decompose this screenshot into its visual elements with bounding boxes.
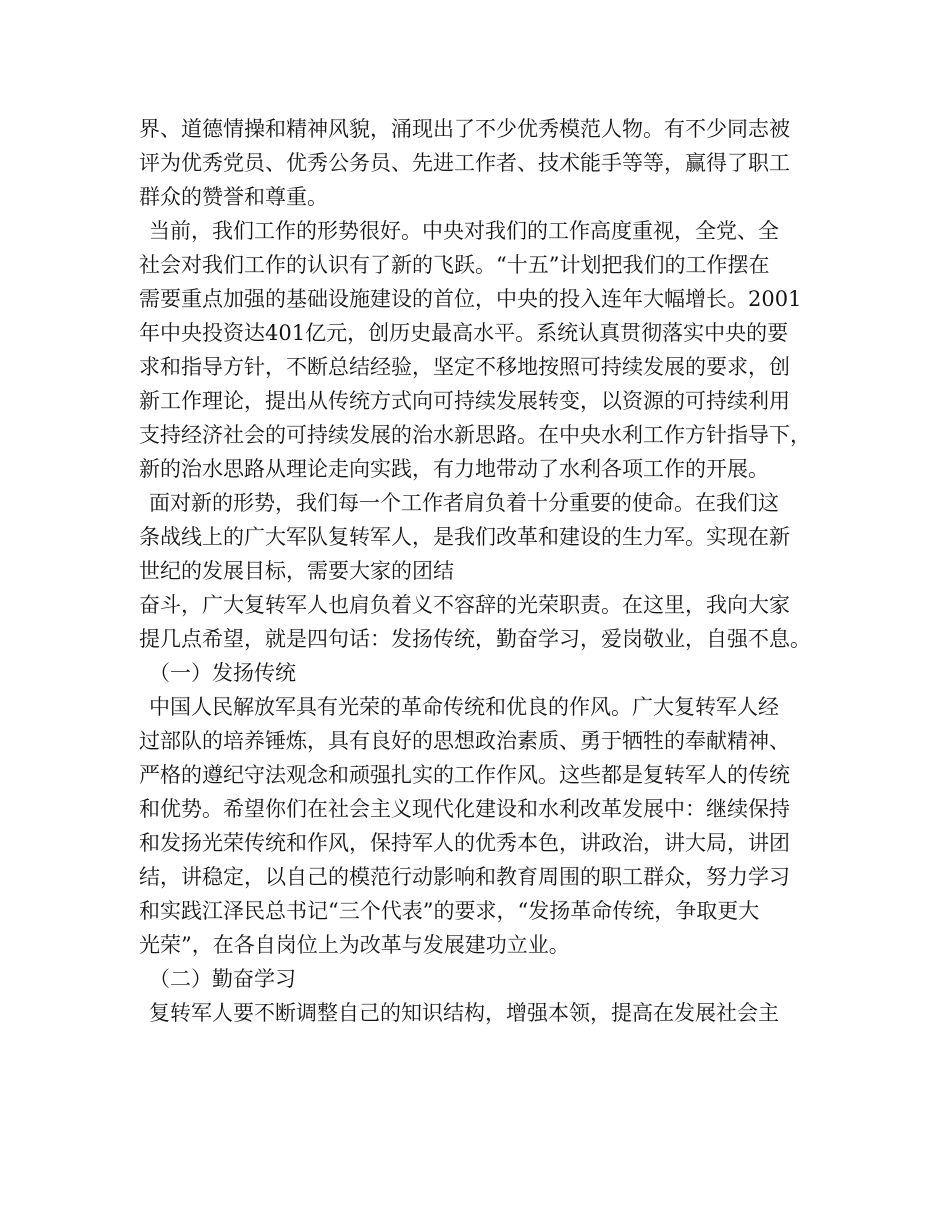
text-line: 新的治水思路从理论走向实践，有力地带动了水利各项工作的开展。: [139, 457, 769, 481]
text-line: 和发扬光荣传统和作风，保持军人的优秀本色，讲政治，讲大局，讲团: [139, 831, 790, 855]
text-line: 界、道德情操和精神风貌，涌现出了不少优秀模范人物。有不少同志被: [139, 117, 790, 141]
text-line: 年中央投资达401亿元，创历史最高水平。系统认真贯彻落实中央的要: [139, 321, 789, 345]
text-line: 求和指导方针，不断总结经验，坚定不移地按照可持续发展的要求，创: [139, 355, 790, 379]
paragraph-start-line: 复转军人要不断调整自己的知识结构，增强本领，提高在发展社会主: [149, 1001, 779, 1025]
text-line: 结，讲稳定，以自己的模范行动影响和教育周围的职工群众，努力学习: [139, 865, 790, 889]
text-line: 支持经济社会的可持续发展的治水新思路。在中央水利工作方针指导下，: [139, 423, 811, 447]
text-line: 和优势。希望你们在社会主义现代化建设和水利改革发展中：继续保持: [139, 797, 790, 821]
text-line: 社会对我们工作的认识有了新的飞跃。“十五”计划把我们的工作摆在: [139, 253, 770, 277]
section-heading-2: （二）勤奋学习: [149, 967, 296, 991]
paragraph-start-line: 面对新的形势，我们每一个工作者肩负着十分重要的使命。在我们这: [149, 491, 779, 515]
document-body: [139, 112, 839, 1030]
text-line: 新工作理论，提出从传统方式向可持续发展转变，以资源的可持续利用: [139, 389, 790, 413]
text-line: 需要重点加强的基础设施建设的首位，中央的投入连年大幅增长。2001: [139, 287, 802, 311]
section-heading-1: （一）发扬传统: [149, 661, 296, 685]
text-line: 提几点希望，就是四句话：发扬传统，勤奋学习，爱岗敬业，自强不息。: [139, 627, 811, 651]
text-line: 群众的赞誉和尊重。: [139, 185, 328, 209]
text-line: 光荣”，在各自岗位上为改革与发展建功立业。: [139, 933, 570, 957]
text-line: 条战线上的广大军队复转军人，是我们改革和建设的生力军。实现在新: [139, 525, 790, 549]
text-line: 和实践江泽民总书记“三个代表”的要求，“发扬革命传统，争取更大: [139, 899, 760, 923]
text-line: 奋斗，广大复转军人也肩负着义不容辞的光荣职责。在这里，我向大家: [139, 593, 790, 617]
paragraph-start-line: 当前，我们工作的形势很好。中央对我们的工作高度重视，全党、全: [149, 219, 779, 243]
text-line: 评为优秀党员、优秀公务员、先进工作者、技术能手等等，赢得了职工: [139, 151, 790, 175]
paragraph-start-line: 中国人民解放军具有光荣的革命传统和优良的作风。广大复转军人经: [149, 695, 779, 719]
text-line: 世纪的发展目标，需要大家的团结: [139, 559, 454, 583]
text-line: 过部队的培养锤炼，具有良好的思想政治素质、勇于牺牲的奉献精神、: [139, 729, 790, 753]
text-line: 严格的遵纪守法观念和顽强扎实的工作作风。这些都是复转军人的传统: [139, 763, 790, 787]
